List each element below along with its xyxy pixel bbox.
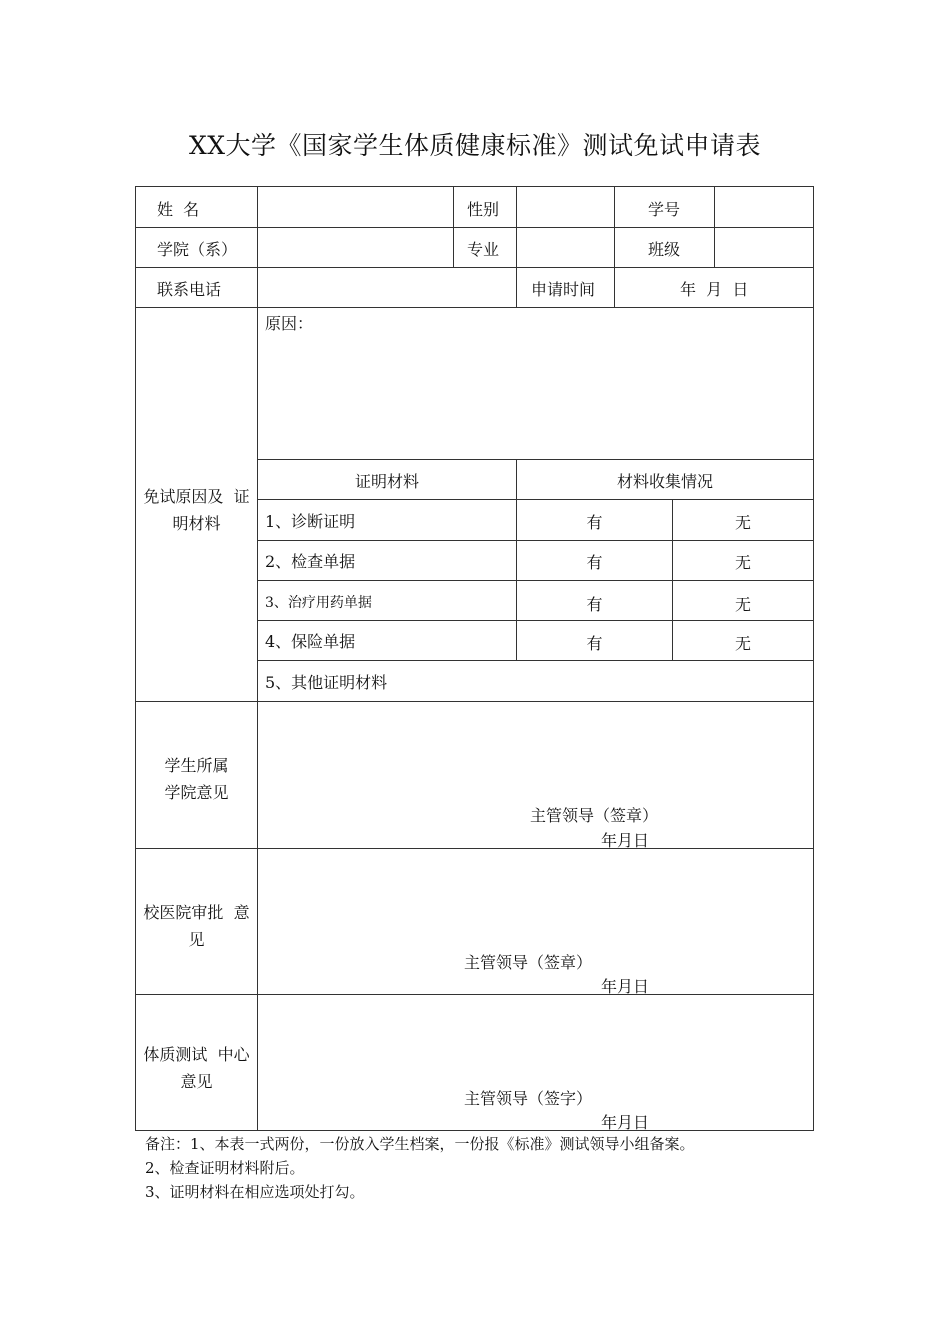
center-opinion-sign: 主管领导（签字） bbox=[464, 1089, 593, 1108]
major-label: 专业 bbox=[467, 240, 500, 259]
row-divider bbox=[257, 540, 814, 541]
name-field[interactable] bbox=[258, 187, 453, 227]
proof-item-no-option[interactable]: 无 bbox=[734, 513, 751, 532]
proof-item-label: 1、诊断证明 bbox=[265, 512, 356, 531]
college-opinion-field[interactable] bbox=[258, 702, 813, 797]
proof-item-yes-option[interactable]: 有 bbox=[586, 634, 603, 653]
phone-label: 联系电话 bbox=[157, 280, 222, 299]
table-border-left bbox=[135, 186, 136, 1131]
apply-date-field[interactable]: 年 月 日 bbox=[680, 280, 749, 299]
proof-item-yes-option[interactable]: 有 bbox=[586, 595, 603, 614]
center-opinion-label-line1: 体质测试 中心 bbox=[143, 1045, 250, 1064]
note-line: 备注：1、本表一式两份，一份放入学生档案，一份报《标准》测试领导小组备案。 bbox=[145, 1135, 695, 1153]
col-divider bbox=[453, 186, 454, 267]
note-line: 2、检查证明材料附后。 bbox=[145, 1159, 305, 1177]
row-divider bbox=[257, 660, 814, 661]
table-border-bottom bbox=[135, 1130, 814, 1131]
row-divider bbox=[257, 499, 814, 500]
college-opinion-label-line2: 学院意见 bbox=[164, 783, 229, 802]
college-opinion-label-line1: 学生所属 bbox=[164, 756, 229, 775]
proof-item-no-option[interactable]: 无 bbox=[734, 634, 751, 653]
center-opinion-label-line2: 意见 bbox=[180, 1072, 213, 1091]
table-border-right bbox=[813, 186, 814, 1131]
college-opinion-date: 年月日 bbox=[601, 831, 650, 850]
exemption-section-label bbox=[136, 484, 257, 534]
college-opinion-sign: 主管领导（签章） bbox=[530, 806, 659, 825]
major-field[interactable] bbox=[517, 228, 614, 267]
hospital-opinion-field[interactable] bbox=[258, 849, 813, 944]
proof-item-label: 4、保险单据 bbox=[265, 632, 356, 651]
proof-item-label: 3、治疗用药单据 bbox=[265, 595, 372, 611]
exemption-section-label-line1: 免试原因及 证 bbox=[143, 487, 250, 506]
phone-field[interactable] bbox=[258, 268, 516, 307]
proof-item-label: 2、检查单据 bbox=[265, 552, 356, 571]
row-divider bbox=[135, 227, 814, 228]
col-divider bbox=[614, 186, 615, 307]
page-title: XX大学《国家学生体质健康标准》测试免试申请表 bbox=[188, 131, 762, 160]
reason-label: 原因： bbox=[265, 314, 314, 333]
student-id-field[interactable] bbox=[715, 187, 813, 227]
college-field[interactable] bbox=[258, 228, 453, 267]
row-divider bbox=[257, 459, 814, 460]
hospital-opinion-sign: 主管领导（签章） bbox=[464, 953, 593, 972]
apply-time-label: 申请时间 bbox=[531, 280, 596, 299]
college-opinion-label bbox=[136, 753, 257, 803]
class-label: 班级 bbox=[648, 240, 681, 259]
note-line: 3、证明材料在相应选项处打勾。 bbox=[145, 1183, 365, 1201]
center-opinion-label bbox=[136, 1042, 257, 1092]
row-divider bbox=[257, 580, 814, 581]
gender-label: 性别 bbox=[467, 200, 500, 219]
row-divider bbox=[135, 307, 814, 308]
proof-item-no-option[interactable]: 无 bbox=[734, 553, 751, 572]
class-field[interactable] bbox=[715, 228, 813, 267]
proof-item-yes-option[interactable]: 有 bbox=[586, 513, 603, 532]
proof-header: 证明材料 bbox=[354, 472, 419, 491]
name-label: 姓 名 bbox=[157, 200, 200, 219]
center-opinion-field[interactable] bbox=[258, 995, 813, 1075]
table-border-top bbox=[135, 186, 814, 187]
college-label: 学院（系） bbox=[157, 240, 238, 259]
gender-field[interactable] bbox=[517, 187, 614, 227]
center-opinion-date: 年月日 bbox=[601, 1113, 650, 1132]
proof-item-no-option[interactable]: 无 bbox=[734, 595, 751, 614]
hospital-opinion-label-line2: 见 bbox=[188, 930, 205, 949]
hospital-opinion-date: 年月日 bbox=[601, 977, 650, 996]
student-id-label: 学号 bbox=[648, 200, 681, 219]
other-proof-label: 5、其他证明材料 bbox=[265, 673, 388, 692]
proof-item-yes-option[interactable]: 有 bbox=[586, 553, 603, 572]
col-divider bbox=[257, 186, 258, 1131]
reason-field[interactable] bbox=[258, 333, 813, 458]
collect-header: 材料收集情况 bbox=[616, 472, 713, 491]
hospital-opinion-label-line1: 校医院审批 意 bbox=[143, 903, 250, 922]
row-divider bbox=[257, 620, 814, 621]
hospital-opinion-label bbox=[136, 900, 257, 950]
exemption-section-label-line2: 明材料 bbox=[172, 514, 221, 533]
